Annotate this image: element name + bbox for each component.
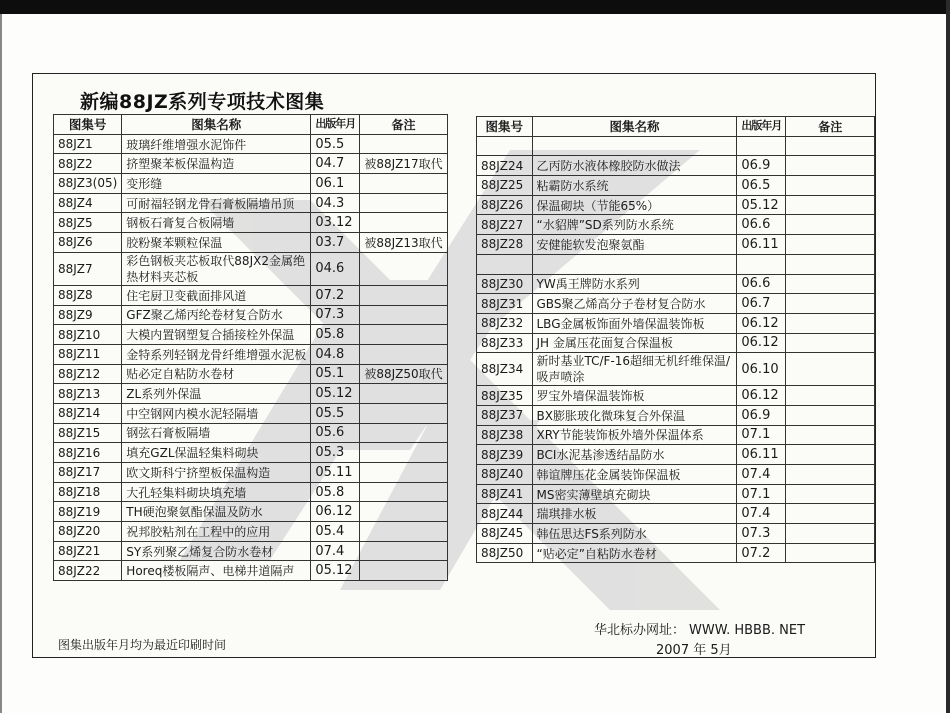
table-row xyxy=(477,313,875,333)
page-title: 新编88JZ系列专项技术图集 xyxy=(80,91,325,113)
cell-date xyxy=(737,136,786,156)
cell-date: 06.12 xyxy=(737,333,786,353)
cell-date: 06.6 xyxy=(737,215,786,235)
table-row xyxy=(477,445,875,465)
col-date-header: 出版年月 xyxy=(737,117,786,137)
table-row xyxy=(54,561,448,581)
cell-code xyxy=(477,254,533,274)
table-row xyxy=(54,443,448,463)
col-name-header: 图集名称 xyxy=(532,117,737,137)
cell-code: 88JZ17 xyxy=(54,463,122,483)
cell-code: 88JZ12 xyxy=(54,364,122,384)
cell-note xyxy=(360,423,447,443)
cell-note xyxy=(360,561,447,581)
table-header-row xyxy=(54,115,448,135)
cell-code: 88JZ11 xyxy=(54,344,122,364)
cell-code: 88JZ9 xyxy=(54,305,122,325)
website-line xyxy=(594,619,805,638)
cell-name: 钢弦石膏板隔墙 xyxy=(122,423,311,443)
cell-date: 06.11 xyxy=(737,445,786,465)
cell-date: 07.2 xyxy=(311,285,360,305)
cell-name: 欧文斯科宁挤塑板保温构造 xyxy=(122,463,311,483)
cell-note: 被88JZ13取代 xyxy=(360,233,447,253)
cell-name: 填充GZL保温轻集料砌块 xyxy=(122,443,311,463)
cell-code: 88JZ2 xyxy=(54,154,122,174)
cell-code: 88JZ44 xyxy=(477,504,533,524)
cell-date: 06.5 xyxy=(737,176,786,196)
cell-date: 05.8 xyxy=(311,325,360,345)
cell-name: TH硬泡聚氨酯保温及防水 xyxy=(122,502,311,522)
table-row xyxy=(477,543,875,563)
table-row xyxy=(54,154,448,174)
cell-name: 可耐福轻钢龙骨石膏板隔墙吊顶 xyxy=(122,193,311,213)
cell-code: 88JZ34 xyxy=(477,353,533,386)
cell-note xyxy=(786,524,875,544)
cell-name: Horeq楼板隔声、电梯井道隔声 xyxy=(122,561,311,581)
cell-code: 88JZ8 xyxy=(54,285,122,305)
right-table-body xyxy=(477,136,875,563)
cell-note xyxy=(786,156,875,176)
cell-code: 88JZ24 xyxy=(477,156,533,176)
cell-name: SY系列聚乙烯复合防水卷材 xyxy=(122,541,311,561)
cell-code: 88JZ39 xyxy=(477,445,533,465)
table-row xyxy=(477,405,875,425)
table-row xyxy=(54,423,448,443)
cell-name: 中空钢网内模水泥轻隔墙 xyxy=(122,403,311,423)
cell-code: 88JZ5 xyxy=(54,213,122,233)
cell-note xyxy=(360,344,447,364)
table-row xyxy=(477,195,875,215)
website-link[interactable]: WWW. HBBB. NET xyxy=(689,623,806,638)
col-date-header: 出版年月 xyxy=(311,115,360,135)
cell-date: 06.10 xyxy=(737,353,786,386)
cell-name: 粘霸防水系统 xyxy=(532,176,737,196)
cell-name: MS密实薄壁填充砌块 xyxy=(532,484,737,504)
cell-date: 06.7 xyxy=(737,294,786,314)
cell-code: 88JZ28 xyxy=(477,235,533,255)
cell-code: 88JZ18 xyxy=(54,482,122,502)
cell-note xyxy=(786,136,875,156)
cell-name: 金特系列轻钢龙骨纤维增强水泥板 xyxy=(122,344,311,364)
cell-code xyxy=(477,136,533,156)
scan-edge-top xyxy=(0,0,950,14)
cell-note xyxy=(786,294,875,314)
cell-note xyxy=(360,541,447,561)
cell-date: 06.11 xyxy=(737,235,786,255)
scan-edge-right xyxy=(946,0,950,713)
cell-code: 88JZ38 xyxy=(477,425,533,445)
cell-code: 88JZ30 xyxy=(477,274,533,294)
cell-name: GBS聚乙烯高分子卷材复合防水 xyxy=(532,294,737,314)
cell-name: BCⅠ水泥基渗透结晶防水 xyxy=(532,445,737,465)
cell-date: 05.5 xyxy=(311,134,360,154)
cell-date: 05.8 xyxy=(311,482,360,502)
cell-name: 韩谊牌压花金属装饰保温板 xyxy=(532,465,737,485)
cell-note: 被88JZ17取代 xyxy=(360,154,447,174)
cell-name: “贴必定”自粘防水卷材 xyxy=(532,543,737,563)
cell-date: 05.12 xyxy=(311,384,360,404)
cell-date: 05.3 xyxy=(311,443,360,463)
publication-date: 2007 年 5月 xyxy=(656,643,732,658)
cell-date xyxy=(737,254,786,274)
cell-name: “水貂牌”SD系列防水系统 xyxy=(532,215,737,235)
cell-code: 88JZ41 xyxy=(477,484,533,504)
cell-name xyxy=(532,254,737,274)
cell-note xyxy=(786,235,875,255)
table-row xyxy=(54,522,448,542)
table-row xyxy=(477,156,875,176)
cell-name: 韩伍思达FS系列防水 xyxy=(532,524,737,544)
col-code-header: 图集号 xyxy=(54,115,122,135)
cell-date: 07.1 xyxy=(737,484,786,504)
cell-note xyxy=(360,443,447,463)
cell-note xyxy=(360,134,447,154)
cell-note xyxy=(786,215,875,235)
cell-name: 彩色钢板夹芯板取代88JX2金属绝热材料夹芯板 xyxy=(122,252,311,285)
table-row xyxy=(477,176,875,196)
table-header-row xyxy=(477,117,875,137)
cell-date: 06.1 xyxy=(311,174,360,194)
cell-date: 04.3 xyxy=(311,193,360,213)
cell-note xyxy=(786,195,875,215)
cell-name: BX膨胀玻化微珠复合外保温 xyxy=(532,405,737,425)
cell-name: 瑞琪排水板 xyxy=(532,504,737,524)
cell-note xyxy=(786,405,875,425)
cell-code: 88JZ6 xyxy=(54,233,122,253)
table-row xyxy=(477,254,875,274)
cell-date: 05.12 xyxy=(311,561,360,581)
cell-date: 06.12 xyxy=(737,313,786,333)
table-row xyxy=(54,502,448,522)
left-table-body xyxy=(54,134,448,580)
cell-date: 06.9 xyxy=(737,405,786,425)
cell-note xyxy=(786,333,875,353)
cell-code: 88JZ14 xyxy=(54,403,122,423)
cell-name: 乙丙防水液体橡胶防水做法 xyxy=(532,156,737,176)
cell-date: 06.9 xyxy=(737,156,786,176)
table-row xyxy=(477,484,875,504)
cell-date: 05.4 xyxy=(311,522,360,542)
cell-note xyxy=(786,274,875,294)
cell-note xyxy=(786,543,875,563)
cell-code: 88JZ7 xyxy=(54,252,122,285)
table-row xyxy=(477,504,875,524)
cell-note xyxy=(360,285,447,305)
cell-date: 07.3 xyxy=(311,305,360,325)
table-row xyxy=(54,463,448,483)
cell-note xyxy=(786,445,875,465)
cell-code: 88JZ16 xyxy=(54,443,122,463)
cell-note xyxy=(360,482,447,502)
cell-note xyxy=(786,425,875,445)
cell-code: 88JZ32 xyxy=(477,313,533,333)
cell-note xyxy=(786,386,875,406)
left-catalog-table xyxy=(53,114,448,581)
table-row xyxy=(54,174,448,194)
cell-name xyxy=(532,136,737,156)
table-row xyxy=(54,193,448,213)
cell-code: 88JZ26 xyxy=(477,195,533,215)
table-row xyxy=(477,524,875,544)
table-row xyxy=(54,305,448,325)
cell-note xyxy=(786,313,875,333)
table-row xyxy=(54,344,448,364)
cell-code: 88JZ10 xyxy=(54,325,122,345)
table-row xyxy=(54,384,448,404)
cell-date: 04.8 xyxy=(311,344,360,364)
cell-date: 06.12 xyxy=(737,386,786,406)
cell-code: 88JZ31 xyxy=(477,294,533,314)
cell-note xyxy=(786,353,875,386)
cell-date: 05.5 xyxy=(311,403,360,423)
cell-note xyxy=(786,465,875,485)
cell-code: 88JZ27 xyxy=(477,215,533,235)
cell-date: 05.6 xyxy=(311,423,360,443)
cell-note xyxy=(360,325,447,345)
cell-note xyxy=(360,252,447,285)
cell-date: 03.12 xyxy=(311,213,360,233)
cell-code: 88JZ4 xyxy=(54,193,122,213)
table-row xyxy=(54,213,448,233)
cell-note xyxy=(360,384,447,404)
scan-edge-left xyxy=(0,14,2,713)
cell-name: 挤塑聚苯板保温构造 xyxy=(122,154,311,174)
cell-note xyxy=(360,193,447,213)
cell-code: 88JZ22 xyxy=(54,561,122,581)
cell-note xyxy=(360,463,447,483)
cell-name: 新时基业TC/F-16超细无机纤维保温/吸声喷涂 xyxy=(532,353,737,386)
table-row xyxy=(54,252,448,285)
col-name-header: 图集名称 xyxy=(122,115,311,135)
cell-date: 05.11 xyxy=(311,463,360,483)
cell-name: 罗宝外墙保温装饰板 xyxy=(532,386,737,406)
table-row xyxy=(54,325,448,345)
cell-code: 88JZ21 xyxy=(54,541,122,561)
table-row xyxy=(477,274,875,294)
cell-code: 88JZ1 xyxy=(54,134,122,154)
cell-code: 88JZ19 xyxy=(54,502,122,522)
cell-name: 胶粉聚苯颗粒保温 xyxy=(122,233,311,253)
table-row xyxy=(477,465,875,485)
table-row xyxy=(477,425,875,445)
table-row xyxy=(54,541,448,561)
cell-code: 88JZ3(05) xyxy=(54,174,122,194)
cell-name: 玻璃纤维增强水泥饰件 xyxy=(122,134,311,154)
cell-code: 88JZ40 xyxy=(477,465,533,485)
cell-note xyxy=(786,484,875,504)
cell-date: 07.4 xyxy=(737,465,786,485)
cell-name: 大模内置钢塑复合插接栓外保温 xyxy=(122,325,311,345)
col-note-header: 备注 xyxy=(360,115,447,135)
cell-code: 88JZ15 xyxy=(54,423,122,443)
cell-name: YW禹王牌防水系列 xyxy=(532,274,737,294)
cell-name: 保温砌块（节能65%） xyxy=(532,195,737,215)
cell-note xyxy=(360,502,447,522)
col-note-header: 备注 xyxy=(786,117,875,137)
cell-name: 贴必定自粘防水卷材 xyxy=(122,364,311,384)
cell-date: 07.4 xyxy=(311,541,360,561)
table-row xyxy=(54,285,448,305)
table-row xyxy=(54,233,448,253)
cell-name: JH 金属压花面复合保温板 xyxy=(532,333,737,353)
table-row xyxy=(477,294,875,314)
cell-date: 06.12 xyxy=(311,502,360,522)
table-row xyxy=(477,235,875,255)
cell-name: XRY节能装饰板外墙外保温体系 xyxy=(532,425,737,445)
cell-note: 被88JZ50取代 xyxy=(360,364,447,384)
table-row xyxy=(477,353,875,386)
cell-code: 88JZ33 xyxy=(477,333,533,353)
cell-name: ZL系列外保温 xyxy=(122,384,311,404)
cell-name: 住宅厨卫变截面排风道 xyxy=(122,285,311,305)
cell-note xyxy=(360,213,447,233)
table-row xyxy=(54,482,448,502)
cell-code: 88JZ50 xyxy=(477,543,533,563)
cell-name: 钢板石膏复合板隔墙 xyxy=(122,213,311,233)
cell-code: 88JZ45 xyxy=(477,524,533,544)
cell-code: 88JZ37 xyxy=(477,405,533,425)
cell-name: GFZ聚乙烯丙纶卷材复合防水 xyxy=(122,305,311,325)
cell-name: 祝邦胶粘剂在工程中的应用 xyxy=(122,522,311,542)
cell-date: 04.6 xyxy=(311,252,360,285)
cell-name: 大孔轻集料砌块填充墙 xyxy=(122,482,311,502)
cell-note xyxy=(360,174,447,194)
table-row xyxy=(54,403,448,423)
cell-date: 07.2 xyxy=(737,543,786,563)
cell-date: 05.12 xyxy=(737,195,786,215)
cell-code: 88JZ13 xyxy=(54,384,122,404)
cell-date: 06.6 xyxy=(737,274,786,294)
cell-note xyxy=(786,504,875,524)
cell-name: LBG金属板饰面外墙保温装饰板 xyxy=(532,313,737,333)
cell-note xyxy=(786,176,875,196)
cell-date: 03.7 xyxy=(311,233,360,253)
table-row xyxy=(54,364,448,384)
table-row xyxy=(477,333,875,353)
cell-code: 88JZ25 xyxy=(477,176,533,196)
cell-name: 变形缝 xyxy=(122,174,311,194)
footnote: 图集出版年月均为最近印刷时间 xyxy=(58,638,227,652)
cell-note xyxy=(360,305,447,325)
cell-code: 88JZ20 xyxy=(54,522,122,542)
right-catalog-table xyxy=(476,116,875,563)
cell-note xyxy=(360,403,447,423)
cell-date: 07.3 xyxy=(737,524,786,544)
table-row xyxy=(54,134,448,154)
cell-date: 07.1 xyxy=(737,425,786,445)
cell-name: 安健能软发泡聚氨酯 xyxy=(532,235,737,255)
cell-code: 88JZ35 xyxy=(477,386,533,406)
cell-note xyxy=(360,522,447,542)
col-code-header: 图集号 xyxy=(477,117,533,137)
table-row xyxy=(477,215,875,235)
cell-note xyxy=(786,254,875,274)
table-row xyxy=(477,386,875,406)
cell-date: 07.4 xyxy=(737,504,786,524)
table-row xyxy=(477,136,875,156)
website-label: 华北标办网址： xyxy=(594,623,686,638)
cell-date: 05.1 xyxy=(311,364,360,384)
cell-date: 04.7 xyxy=(311,154,360,174)
